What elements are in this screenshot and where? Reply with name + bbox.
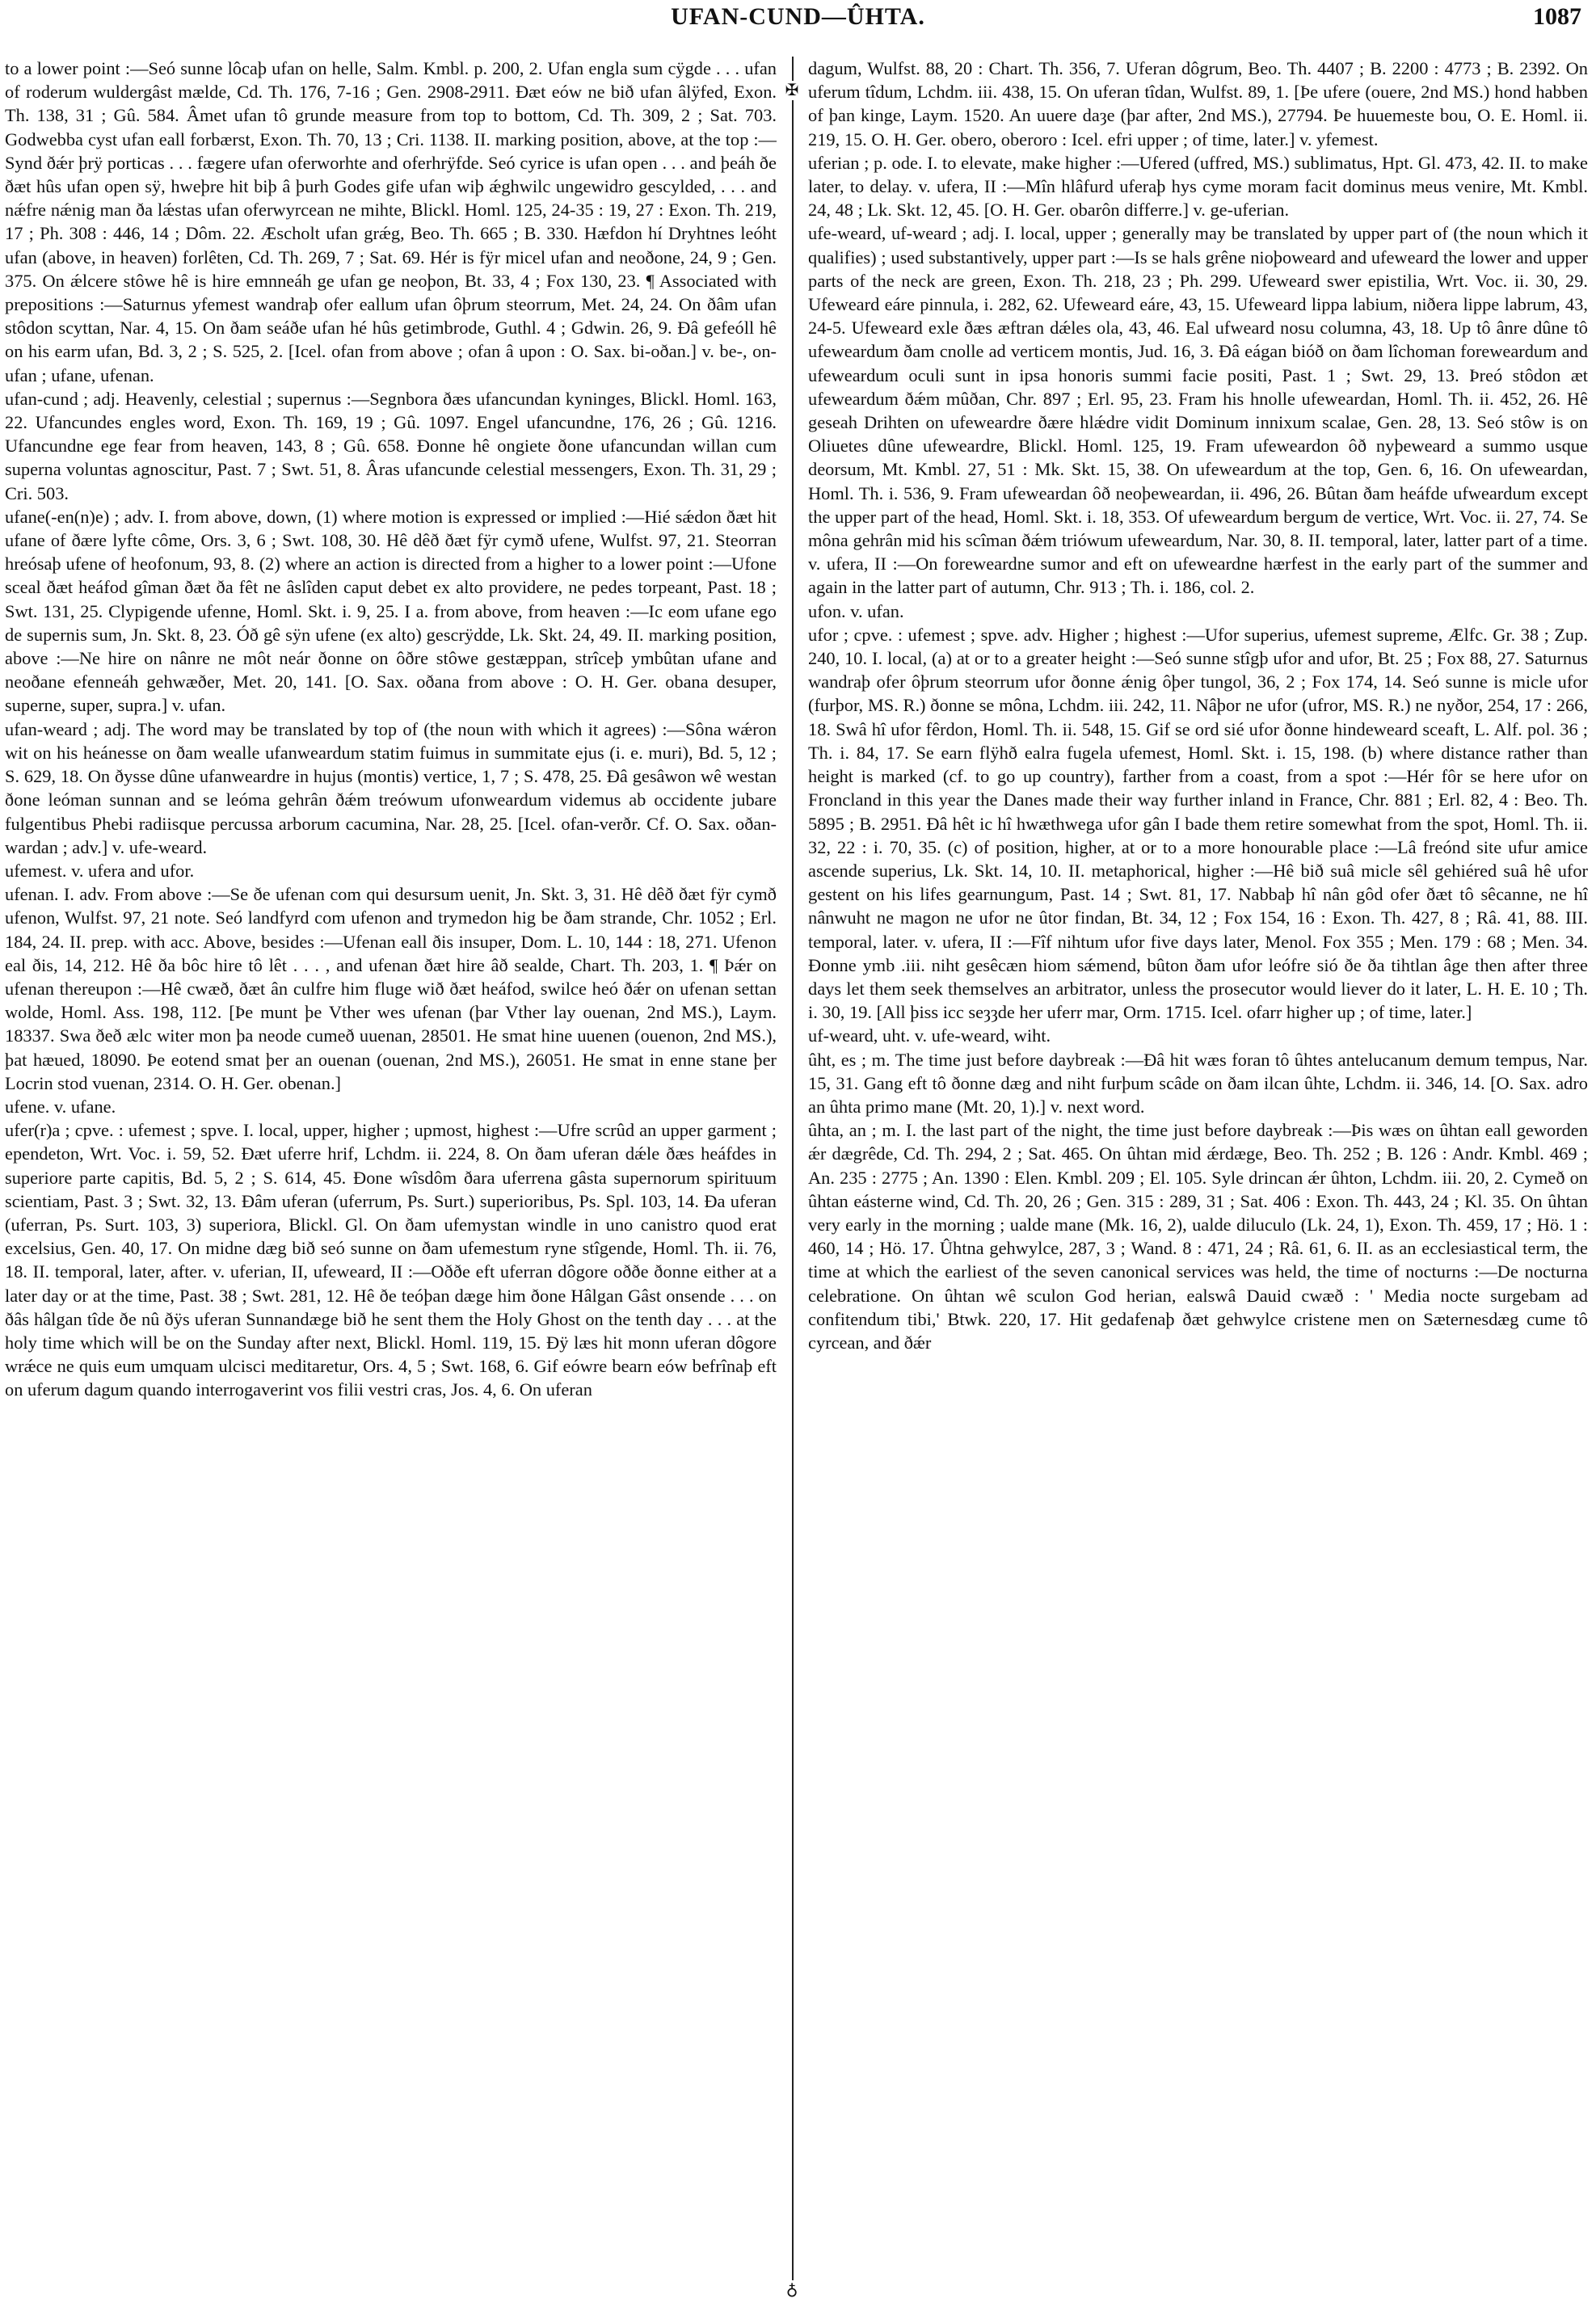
right-column xyxy=(808,57,1588,2303)
page-number: 1087 xyxy=(1533,3,1581,30)
column-divider xyxy=(792,57,794,2287)
entry-ufera: ufer(r)a ; cpve. : ufemest ; spve. I. local, upper, higher ; upmost, highest :—Ufre scrûd an upper garment ; ependeton, Wrt. Voc. i. 59, 52. Ðæt uferre hrif, Lchdm. ii. 224, 8. On ðam uferan dǽle ðæs heáfdes in superiore parte capitis, Bd. 5, 2 ; S. 614, 45. Ðone wîsdôm ðara uferrena gâsta supernorum spirituum scientiam, Past. 3 ; Swt. 32, 13. Ðâm uferan (uferrum, Ps. Surt.) superioribus, Ps. Spl. 103, 14. Ða uferan (uferran, Ps. Surt. 103, 3) superiora, Blickl. Gl. On ðam ufemystan windle in uno canistro quod erat excelsius, Gen. 40, 17. On midne dæg bið seó sunne on ðam ufemestum ryne stîgende, Homl. Th. ii. 76, 18. II. temporal, later, after. v. uferian, II, ufeweard, II :—Oððe eft uferran dôgore oððe ðonne either at a later day or at the time, Past. 38 ; Swt. 281, 12. Hê ðe teóþan dæge him ðone Hâlgan Gâst onsende . . . on ðâs hâlgan tîde ðe nû ðÿs uferan Sunnandæge bið he sent them the Holy Ghost on the tenth day . . . at the holy time which will be on the Sunday after next, Blickl. Homl. 119, 15. Ðÿ læs hit monn uferan dôgore wrǽce ne quis eum umquam ulcisci meditaretur, Ors. 4, 5 ; Swt. 168, 6. Gif eówre bearn eów befrînaþ eft on uferum dagum quando interrogaverint vos filii vestri cras, Jos. 4, 6. On uferan xyxy=(5,1120,777,1400)
divider-ornament-top-icon: ✠ xyxy=(782,81,802,100)
divider-ornament-bottom-icon: ♁ xyxy=(782,2280,802,2300)
entry-ufenan: ufenan. I. adv. From above :—Se ðe ufenan com qui desursum uenit, Jn. Skt. 3, 31. Hê dêð ðæt fÿr cymð ufenon, Wulfst. 97, 21 note. Seó landfyrd com ufenon and trymedon hig be ðam strande, Chr. 1052 ; Erl. 184, 24. II. prep. with acc. Above, besides :—Ufenan eall ðis insuper, Dom. L. 10, 144 : 18, 271. Ufenon eal ðis, 14, 212. Hê ða bôc hire tô lêt . . . , and ufenan ðæt hire âð sealde, Chart. Th. 203, 1. ¶ Þǽr on ufenan thereupon :—Hê cwæð, ðæt ân culfre him fluge wið ðæt heáfod, swilce heó ðǽr on ufenan settan wolde, Homl. Ass. 198, 112. [Þe munt þe Vther wes ufenan (þar Vther lay ouenan, 2nd MS.), Laym. 18337. Swa ðeð ælc witer mon þa neode cumeð uuenan, 28501. He smat hine uuenen (ouenon, 2nd MS.), þat hæued, 18090. Þe eotend smat þer an ouenan (ouenan, 2nd MS.), 26051. He smat in enne stane þer Locrin stod vuenan, 2314. O. H. Ger. obenan.] xyxy=(5,884,777,1093)
entry-uf-weard: uf-weard, uht. v. ufe-weard, wiht. xyxy=(808,1025,1051,1046)
entry-ufe-weard: ufe-weard, uf-weard ; adj. I. local, upper ; generally may be translated by upper part of (the noun which it qualifies) ; used substantively, upper part :—Is se hals grêne nioþoweard and ufeweard the lower and upper parts of the neck are green, Exon. Th. 218, 23 ; Ph. 299. Ufeweard swer epistilia, Wrt. Voc. ii. 30, 29. Ufeweard eáre pinnula, i. 282, 62. Ufeweard eáre, 43, 15. Ufeweard lippa labium, niðera lippe labrum, 43, 24-5. Ufeweard exle ðæs æftran dǽles ola, 43, 46. Eal ufweard nosu columna, 43, 18. Up tô ânre dûne tô ufeweardum ðam cnolle ad verticem montis, Jud. 16, 3. Ðâ eágan bióð on ðam lîchoman foreweardum and ufeweardum oculi sunt in ipsa honoris summi facie positi, Past. 1 ; Swt. 29, 13. Þreó stôdon æt ufeweardum ðǽm mûðan, Chr. 897 ; Erl. 95, 23. Fram his hnolle ufeweardan, Homl. Th. ii. 452, 26. Hê geseah Drihten on ufeweardre ðære hlǽdre vidit Dominum innixum scalae, Gen. 28, 13. Seó stôw is on Oliuetes dûne ufeweardre, Blickl. Homl. 125, 19. Fram ufeweardon ôð nyþeweard a summo usque deorsum, Mt. Kmbl. 27, 51 : Mk. Skt. 15, 38. On ufeweardum at the top, Gen. 6, 16. On ufeweardan, Homl. Th. i. 536, 9. Fram ufeweardan ôð neoþeweardan, ii. 496, 26. Bûtan ðam heáfde ufweardum except the upper part of the head, Homl. Skt. i. 18, 353. Of ufeweardum bergum de vertice, Wrt. Voc. ii. 27, 74. Se môna gehrân mid his scîman ðǽm triówum ufeweardum, Nar. 30, 8. II. temporal, later, latter part of a time. v. ufera, II :—On foreweardne sumor and eft on ufeweardne hærfest in the early part of the summer and again in the latter part of autumn, Chr. 913 ; Th. i. 186, col. 2. xyxy=(808,223,1588,598)
entry-ufan-cund: ufan-cund ; adj. Heavenly, celestial ; supernus :—Segnbora ðæs ufancundan kyninges, Blickl. Homl. 163, 22. Ufancundes engles word, Exon. Th. 169, 19 ; Gû. 1097. Engel ufancundne, 176, 26 ; Gû. 1216. Ufancundne ege fear from heaven, 143, 8 ; Gû. 658. Ðonne hê ongiete ðone ufancundan willan cum superna voluntas agnoscitur, Past. 7 ; Swt. 51, 8. Âras ufancunde celestial messengers, Exon. Th. 31, 29 ; Cri. 503. xyxy=(5,388,777,503)
entry-ufemest: ufemest. v. ufera and ufor. xyxy=(5,860,195,881)
entry-ufor: ufor ; cpve. : ufemest ; spve. adv. Higher ; highest :—Ufor superius, ufemest supreme, Ælfc. Gr. 38 ; Zup. 240, 10. I. local, (a) at or to a greater height :—Seó sunne stîgþ ufor and ufor, Bt. 25 ; Fox 88, 27. Saturnus wandraþ ofer ôþrum steorrum ufor ðonne ǽnig ôþer tungol, 36, 2 ; Fox 174, 14. Seó sunne is micle ufor (furþor, MS. R.) ðonne se môna, Lchdm. iii. 242, 11. Nâþor ne ufor (ufror, MS. R.) ne nyðor, 254, 17 : 266, 18. Swâ hî ufor fêrdon, Homl. Th. ii. 548, 15. Gif se ord sié ufor ðonne hindeweard sceaft, L. Alf. pol. 36 ; Th. i. 84, 17. Se earn flÿhð ealra fugela ufemest, Homl. Skt. i. 15, 198. (b) where distance rather than height is marked (cf. to go up country), farther from a coast, from a spot :—Hér fôr se here ufor on Froncland in this year the Danes made their way further inland in France, Chr. 881 ; Erl. 82, 4 : Beo. Th. 5895 ; B. 2951. Ðâ hêt ic hî hwæthwega ufor gân I bade them retire somewhat from the spot, Homl. Th. ii. 32, 22 : i. 70, 35. (c) of position, higher, at or to a more honourable place :—Lâ freónd site ufur amice ascende superius, Lk. Skt. 14, 10. II. metaphorical, higher :—Hê bið suâ micle sêl gehiéred suâ hê ufor gestent on his lifes gearnungum, Past. 14 ; Swt. 81, 17. Nabbaþ hî nân gôd ofer ðæt tô sêcanne, ne hî nânwuht ne magon ne ufor ne ûtor findan, Bt. 34, 12 ; Fox 154, 16 : Exon. Th. 427, 8 ; Râ. 41, 88. III. temporal, later. v. ufera, II :—Fîf nihtum ufor five days later, Menol. Fox 355 ; Men. 179 : 68 ; Men. 34. Ðonne ymb .iii. niht gesêcæn hiom sǽmend, bûton ðam ufor leófre sió ðe ða tihtlan âge then after three days let them seek themselves an arbitrator, unless the prosecutor would liever do it later, L. H. E. 10 ; Th. i. 30, 19. [All þiss icc seȝȝde her uferr mar, Orm. 1715. Icel. ofarr higher up ; of time, later.] xyxy=(808,624,1588,1023)
entry-uhta: ûhta, an ; m. I. the last part of the night, the time just before daybreak :—Þis wæs on ûhtan eall geworden ǽr dægrêde, Cd. Th. 294, 2 ; Sat. 465. On ûhtan mid ǽrdæge, Beo. Th. 252 ; B. 126 : Andr. Kmbl. 469 ; An. 235 : 2775 ; An. 1390 : Elen. Kmbl. 209 ; El. 105. Syle drincan ǽr ûhton, Lchdm. iii. 20, 2. Cymeð on ûhtan eásterne wind, Cd. Th. 20, 26 ; Gen. 315 : 289, 31 ; Sat. 406 : Exon. Th. 443, 24 ; Kl. 35. On ûhtan very early in the morning ; ualde mane (Mk. 16, 2), ualde diluculo (Lk. 24, 1), Exon. Th. 459, 17 ; Hö. 1 : 460, 14 ; Hö. 17. Ûhtna gehwylce, 287, 3 ; Wand. 8 : 471, 24 ; Râ. 61, 6. II. as an ecclesiastical term, the time at which the earliest of the seven canonical services was held, the time of nocturns :—De nocturna celebratione. On ûhtan wê sculon God herian, ealswâ Dauid cwæð : ' Media nocte surgebam ad confitendum tibi,' Btwk. 220, 17. Hit gedafenaþ ðæt gehwylce cristene men on Sæternesdæg cume tô cyrcean, and ðǽr xyxy=(808,1120,1588,1353)
entry-ufon: ufon. v. ufan. xyxy=(808,600,904,621)
running-head-title: UFAN-CUND—ÛHTA. xyxy=(671,3,925,30)
entry-ufan-continued: to a lower point :—Seó sunne lôcaþ ufan on helle, Salm. Kmbl. p. 200, 2. Ufan engla sum cÿgde . . . ufan of roderum wuldergâst mælde, Cd. Th. 176, 7-16 ; Gen. 2908-2911. Ðæt eów ne bið ufan âlÿfed, Exon. Th. 138, 31 ; Gû. 584. Âmet ufan tô grunde measure from top to bottom, Cd. Th. 309, 2 ; Sat. 703. Godwebba cyst ufan eall forbærst, Exon. Th. 70, 13 ; Cri. 1138. II. marking position, above, at the top :—Synd ðǽr þrÿ porticas . . . fægere ufan oferworhte and oferhrÿfde. Seó cyrice is ufan open . . . and þeáh ðe ðæt hûs ufan open sÿ, hweþre hit biþ â þurh Godes gife ufan wiþ ǽghwilc ungewidro gescylded, . . . and nǽfre nǽnig man ða lǽstas ufan oferwyrcean ne mihte, Blickl. Homl. 125, 24-35 : 19, 27 : Exon. Th. 219, 17 ; Ph. 308 : 446, 14 ; Dôm. 22. Æscholt ufan grǽg, Beo. Th. 665 ; B. 330. Hæfdon hí Dryhtnes leóht ufan (above, in heaven) forlêten, Cd. Th. 269, 7 ; Sat. 69. Hér is fÿr micel ufan and neoðone, 24, 9 ; Gen. 375. On ǽlcere stôwe hê is hire emnneáh ge ufan ge neoþon, Bt. 33, 4 ; Fox 130, 23. ¶ Associated with prepositions :—Saturnus yfemest wandraþ ofer eallum ufan ôþrum steorrum, Met. 24, 24. On ðâm ufan stôdon scyttan, Nar. 4, 15. On ðam seáðe ufan hé hûs getimbrode, Guthl. 4 ; Gdwin. 26, 9. Ðâ gefeóll hê on his earm ufan, Bd. 3, 2 ; S. 525, 2. [Icel. ofan from above ; ofan â upon : O. Sax. bi-oðan.] v. be-, on-ufan ; ufane, ufenan. xyxy=(5,58,777,385)
entry-ufane: ufane(-en(n)e) ; adv. I. from above, down, (1) where motion is expressed or implied :—Hié sǽdon ðæt hit ufane of ðære lyfte côme, Ors. 3, 6 ; Swt. 108, 30. Hê dêð ðæt fÿr cymð ufene, Wulfst. 97, 21. Steorran hreósaþ ufene of heofonum, 93, 8. (2) where an action is directed from a higher to a lower point :—Ufone sceal ðæt heáfod gîman ðæt ða fêt ne âslîden caput debet ex alto providere, ne pedes torpeant, Past. 18 ; Swt. 131, 25. Clypigende ufenne, Homl. Skt. i. 9, 25. I a. from above, from heaven :—Ic eom ufane ego de supernis sum, Jn. Skt. 8, 23. Óð gê sÿn ufene (ex alto) gescrÿdde, Lk. Skt. 24, 49. II. marking position, above :—Ne hire on nânre ne môt neár ðonne on ôðre stôwe gestæppan, strîceþ ymbûtan ufane and neoðane efenneáh gehwæðer, Met. 20, 141. [O. Sax. oðana from above : O. H. Ger. obana desuper, superne, super, supra.] v. ufan. xyxy=(5,506,777,716)
entry-ufene: ufene. v. ufane. xyxy=(5,1096,116,1117)
entry-ufera-continued: dagum, Wulfst. 88, 20 : Chart. Th. 356, 7. Uferan dôgrum, Beo. Th. 4407 ; B. 2200 : 4773 ; B. 2392. On uferum tîdum, Lchdm. iii. 438, 15. On uferan tîdan, Wulfst. 89, 1. [Þe ufere (ouere, 2nd MS.) hond habben of þan kinge, Laym. 1520. An uuere daȝe (þar after, 2nd MS.), 27794. Þe huuemeste bou, O. E. Homl. ii. 219, 15. O. H. Ger. obero, oberoro : Icel. efri upper ; of time, later.] v. yfemest. xyxy=(808,58,1588,149)
entry-uht: ûht, es ; m. The time just before daybreak :—Ðâ hit wæs foran tô ûhtes antelucanum demum tempus, Nar. 15, 31. Gang eft tô ðonne dæg and niht furþum scâde on ðam ilcan ûhte, Lchdm. ii. 346, 14. [O. Sax. adro an ûhta primo mane (Mt. 20, 1).] v. next word. xyxy=(808,1049,1588,1117)
entry-ufan-weard: ufan-weard ; adj. The word may be translated by top of (the noun with which it agrees) :—Sôna wǽron wit on his heánesse on ðam wealle ufanweardum statim fuimus in summitate ejus (i. e. muri), Bd. 5, 12 ; S. 629, 18. On ðysse dûne ufanweardre in hujus (montis) vertice, 1, 7 ; S. 478, 25. Ðâ gesâwon wê westan ðone leóman sunnan and se leóma gehrân ðǽm treówum ufonweardum videmus ab occidente jubare fulgentibus Phebi radiisque percussa arborum cacumina, Nar. 28, 25. [Icel. ofan-verðr. Cf. O. Sax. oðan-wardan ; adv.] v. ufe-weard. xyxy=(5,718,777,857)
running-head xyxy=(0,3,1596,39)
entry-uferian: uferian ; p. ode. I. to elevate, make higher :—Ufered (uffred, MS.) sublimatus, Hpt. Gl. 473, 42. II. to make later, to delay. v. ufera, II :—Mîn hlâfurd uferaþ hys cyme moram facit dominus meus venire, Mt. Kmbl. 24, 48 ; Lk. Skt. 12, 45. [O. H. Ger. obarôn differre.] v. ge-uferian. xyxy=(808,152,1588,221)
left-column xyxy=(5,57,777,2303)
